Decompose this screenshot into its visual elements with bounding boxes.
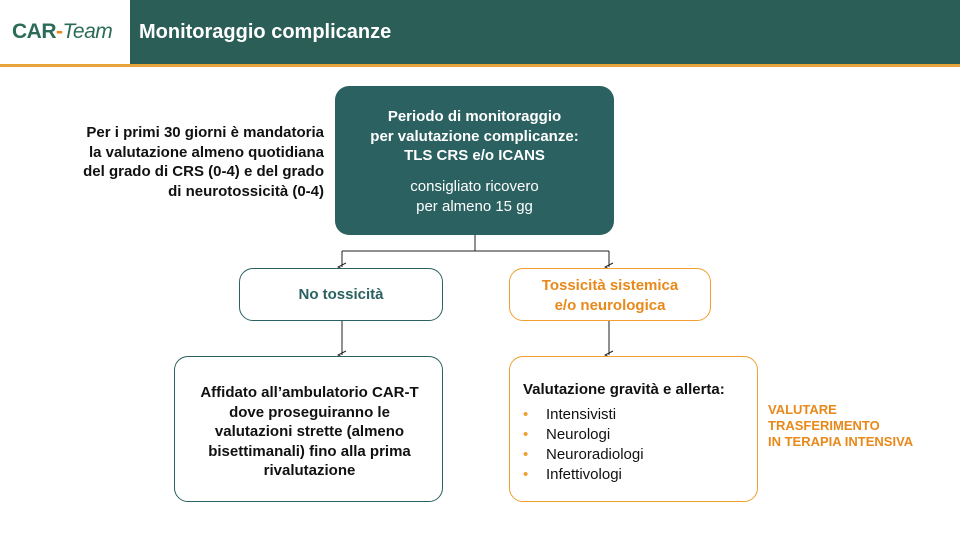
bullet-icon: • (523, 466, 529, 483)
severity-assessment-box (509, 356, 758, 502)
no-toxicity-box (239, 268, 443, 321)
note-line: di neurotossicità (0-4) (168, 182, 324, 200)
list-item (523, 425, 644, 445)
icu-transfer-note (768, 402, 913, 450)
ambulatorio-text (185, 383, 434, 481)
title-bar (130, 0, 960, 64)
bullet-icon: • (523, 426, 529, 443)
monitoring-period-box (335, 86, 614, 235)
specialist-label: Neuroradiologi (546, 446, 644, 463)
ambulatorio-line: rivalutazione (263, 462, 356, 479)
logo-part-car: CAR (12, 20, 56, 43)
main-line: per almeno 15 gg (416, 197, 533, 215)
main-line: Periodo di monitoraggio (387, 108, 562, 125)
connector-main-split (342, 235, 609, 251)
severity-assessment-title: Valutazione gravità e allerta: (523, 381, 725, 398)
list-item (523, 405, 644, 425)
header-rule (0, 64, 960, 67)
logo-area (0, 0, 130, 66)
bullet-icon: • (523, 406, 529, 423)
specialist-label: Infettivologi (546, 466, 622, 483)
toxicity-line: Tossicità sistemica (541, 277, 679, 294)
ambulatorio-line: dove proseguiranno le (229, 403, 390, 421)
ambulatorio-line: bisettimanali) fino alla prima (208, 442, 411, 460)
ambulatorio-line: Affidato all’ambulatorio CAR-T (200, 384, 419, 401)
logo-dash: - (56, 20, 63, 43)
monitoring-period-title (335, 107, 614, 166)
car-team-logo (12, 20, 112, 44)
header (0, 0, 960, 66)
note-line: la valutazione almeno quotidiana (88, 143, 324, 161)
specialist-label: Neurologi (546, 426, 611, 443)
list-item (523, 465, 644, 485)
icu-note-line: TRASFERIMENTO (768, 418, 880, 433)
icu-note-line: IN TERAPIA INTENSIVA (768, 434, 914, 449)
main-line: per valutazione complicanze: (370, 127, 579, 145)
recommended-hospitalization (335, 177, 614, 216)
bullet-icon: • (523, 446, 529, 463)
list-item (523, 445, 644, 465)
main-line: TLS CRS e/o ICANS (404, 147, 545, 164)
toxicity-line: e/o neurologica (554, 296, 666, 314)
icu-note-line: VALUTARE (768, 402, 837, 417)
specialist-label: Intensivisti (546, 406, 617, 423)
note-line: del grado di CRS (0-4) e del grado (83, 163, 324, 180)
toxicity-label (510, 276, 710, 315)
monitoring-note (24, 123, 324, 201)
page-title: Monitoraggio complicanze (139, 21, 392, 43)
logo-part-team: Team (62, 20, 113, 43)
specialist-list (523, 405, 644, 485)
no-toxicity-label: No tossicità (298, 286, 384, 303)
ambulatorio-box (174, 356, 443, 502)
note-line: Per i primi 30 giorni è mandatoria (86, 124, 324, 141)
ambulatorio-line: valutazioni strette (almeno (214, 423, 405, 440)
toxicity-box (509, 268, 711, 321)
main-line: consigliato ricovero (410, 178, 539, 195)
